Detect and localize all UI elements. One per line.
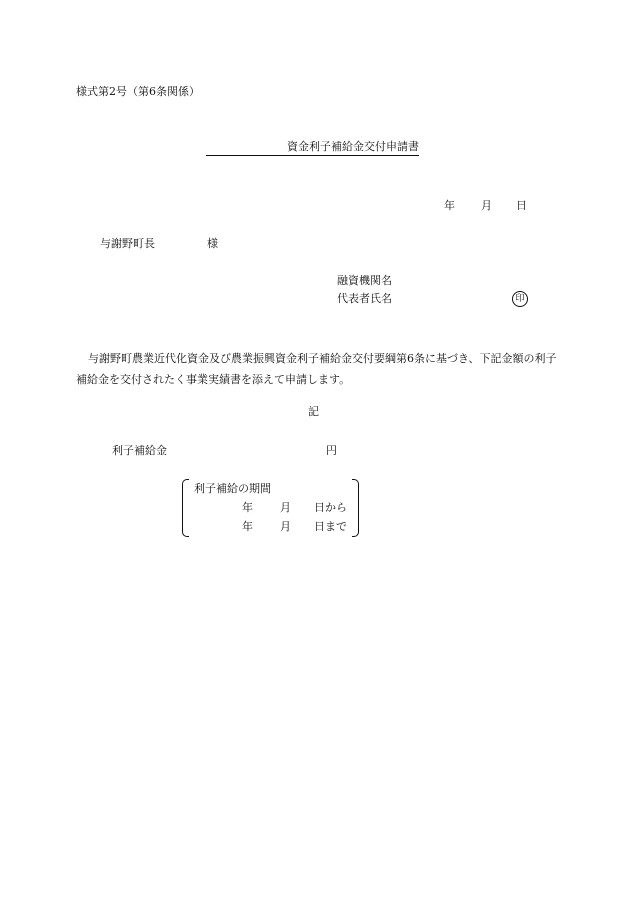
period-to-month: 月 (280, 520, 291, 533)
date-day: 日 (516, 199, 527, 212)
period-from-month: 月 (280, 501, 291, 514)
note-heading: 記 (308, 405, 319, 418)
period-label: 利子補給の期間 (194, 482, 271, 495)
period-from-year: 年 (242, 501, 253, 514)
application-body (76, 348, 566, 390)
period-bracket-right (352, 479, 359, 537)
addressee-honorific: 様 (207, 237, 218, 250)
date-month: 月 (481, 199, 492, 212)
representative-label: 代表者氏名 (337, 292, 392, 305)
title-text: 資金利子補給金交付申請書 (287, 140, 419, 153)
title-underline (206, 155, 419, 156)
institution-label: 融資機関名 (337, 274, 392, 287)
addressee-name: 与謝野町長 (100, 237, 155, 250)
seal-mark: 印 (512, 291, 528, 307)
document-title (206, 140, 419, 156)
period-to-year: 年 (242, 520, 253, 533)
amount-label: 利子補給金 (112, 444, 167, 457)
period-to-suffix: 日まで (314, 520, 347, 533)
form-number: 様式第2号（第6条関係） (76, 85, 200, 98)
period-bracket-left (182, 479, 189, 537)
date-year: 年 (444, 199, 455, 212)
body-text: 与謝野町農業近代化資金及び農業振興資金利子補給金交付要綱第6条に基づき、下記金額の利子補給金を交付されたく事業実績書を添えて申請します。 (76, 352, 557, 386)
period-from-suffix: 日から (314, 501, 347, 514)
amount-unit: 円 (326, 444, 337, 457)
